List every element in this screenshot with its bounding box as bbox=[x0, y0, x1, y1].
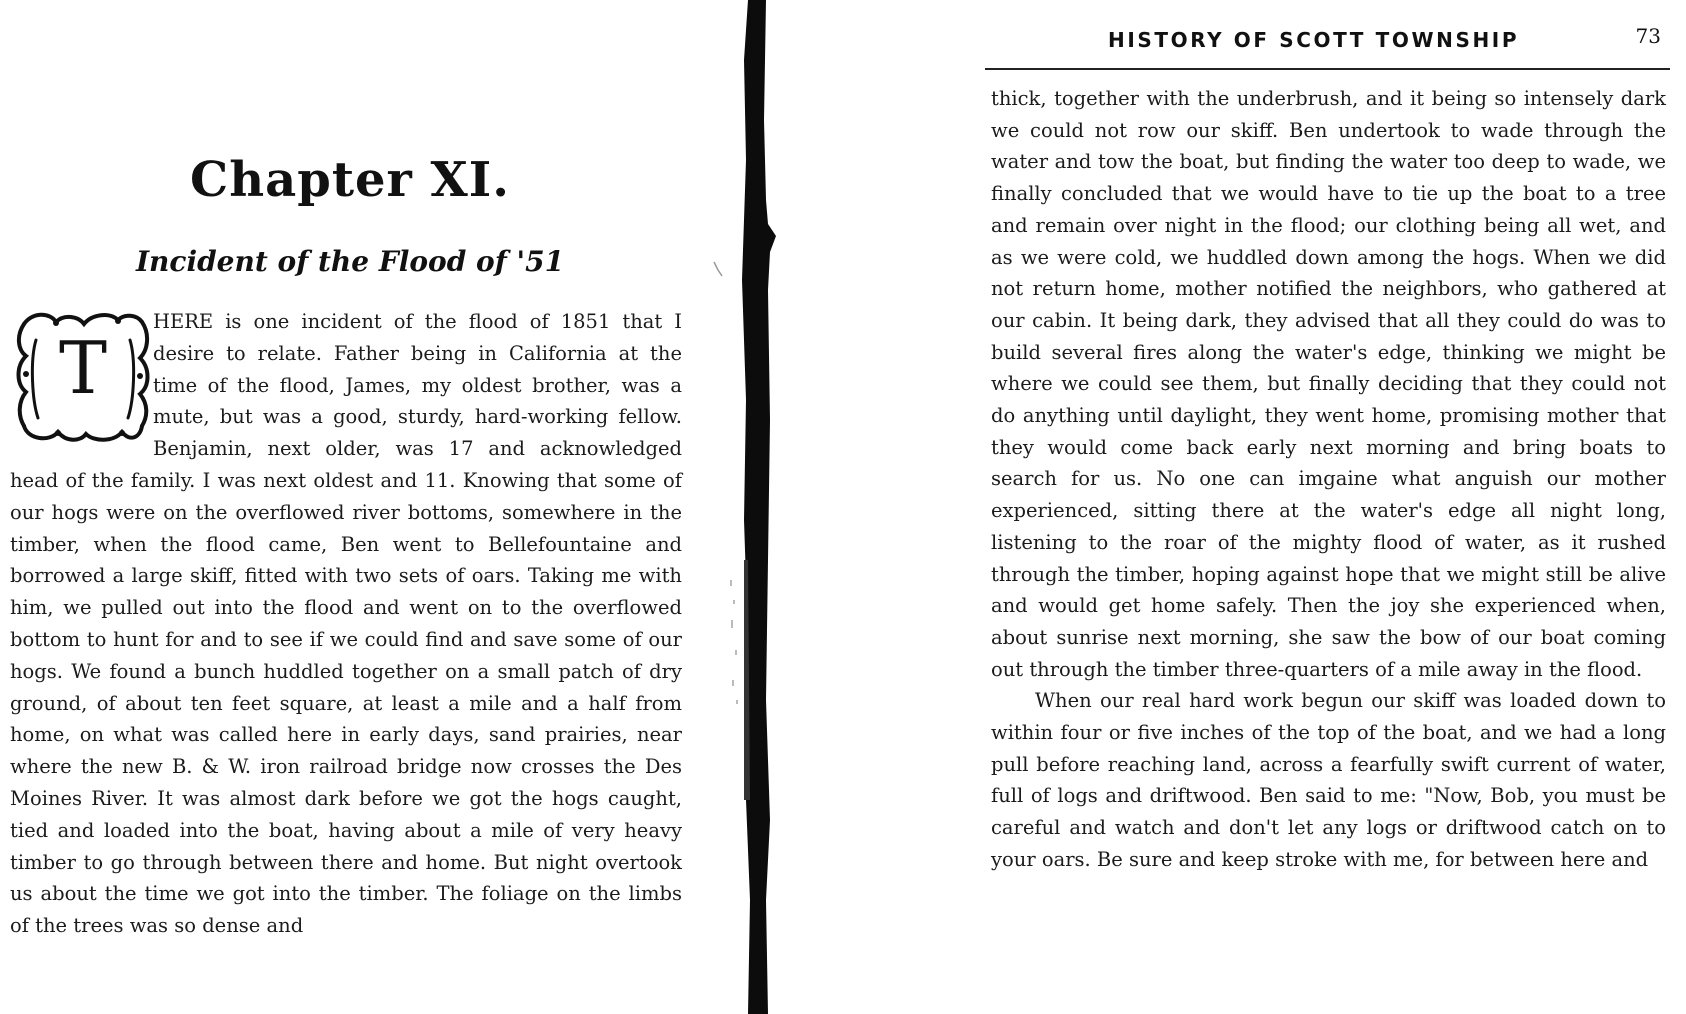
drop-cap-letter: T bbox=[58, 326, 108, 410]
left-page-text-block bbox=[10, 306, 682, 942]
gutter-shadow-icon bbox=[700, 0, 985, 1014]
page-number: 73 bbox=[1635, 24, 1661, 48]
right-page-text-block bbox=[991, 83, 1666, 876]
running-header bbox=[985, 24, 1670, 70]
right-page-paragraph-1: thick, together with the underbrush, and it being so intensely dark we could not row our skiff. Ben undertook to wade through the water and tow the boat, but finding the water too deep to wade, we finally concluded that we would have to tie up the boat to a tree and remain over night in the flood; our clothing being all wet, and as we were cold, we huddled down among the hogs. When we did not return home, mother notified the neighbors, who gathered at our cabin. It being dark, they advised that all they could do was to build several fires along the water's edge, thinking we might be where we could see them, but finally deciding that they could not do anything until daylight, they went home, promising mother that they would come back early next morning and bring boats to search for us. No one can imgaine what anguish our mother experienced, sitting there at the water's edge all night long, listening to the roar of the mighty flood of water, as it rushed through the timber, hoping against hope that we might still be alive and would get home safely. Then the joy she experienced when, about sunrise next morning, she saw the bow of our boat coming out through the timber three-quarters of a mile away in the flood. bbox=[991, 87, 1666, 681]
chapter-subtitle: Incident of the Flood of '51 bbox=[135, 245, 565, 278]
right-page bbox=[985, 0, 1686, 1014]
running-head-title: HISTORY OF SCOTT TOWNSHIP bbox=[1108, 28, 1520, 52]
ornamental-drop-cap bbox=[10, 310, 143, 447]
right-page-paragraph-2: When our real hard work begun our skiff was loaded down to within four or five inches of the top of the boat, and we had a long pull before reaching land, across a fearfully swift current of water, full of logs and driftwood. Ben said to me: "Now, Bob, you must be careful and watch and don't let any logs or driftwood catch on to your oars. Be sure and keep stroke with me, for between here and bbox=[991, 689, 1666, 871]
left-page-body-text: HERE is one incident of the flood of 1851 that I desire to relate. Father being in California at the time of the flood, James, my oldest brother, was a mute, but was a good, sturdy, hard-working fellow. Benjamin, next older, was 17 and acknowledged head of the family. I was next oldest and 11. Knowing that some of our hogs were on the overflowed river bottoms, somewhere in the timber, when the flood came, Ben went to Bellefountaine and borrowed a large skiff, fitted with two sets of oars. Taking me with him, we pulled out into the flood and went on to the overflowed bottom to hunt for and to see if we could find and save some of our hogs. We found a bunch huddled together on a small patch of dry ground, of about ten feet square, at least a mile and a half from home, on what was called here in early days, sand prairies, near where the new B. & W. iron railroad bridge now crosses the Des Moines River. It was almost dark before we got the hogs caught, tied and loaded into the boat, having about a mile of very heavy timber to go through between there and home. But night overtook us about the time we got into the timber. The foliage on the limbs of the trees was so dense and bbox=[10, 310, 682, 938]
left-page bbox=[0, 0, 700, 1014]
chapter-title: Chapter XI. bbox=[190, 152, 510, 208]
book-binding-gutter bbox=[700, 0, 985, 1014]
